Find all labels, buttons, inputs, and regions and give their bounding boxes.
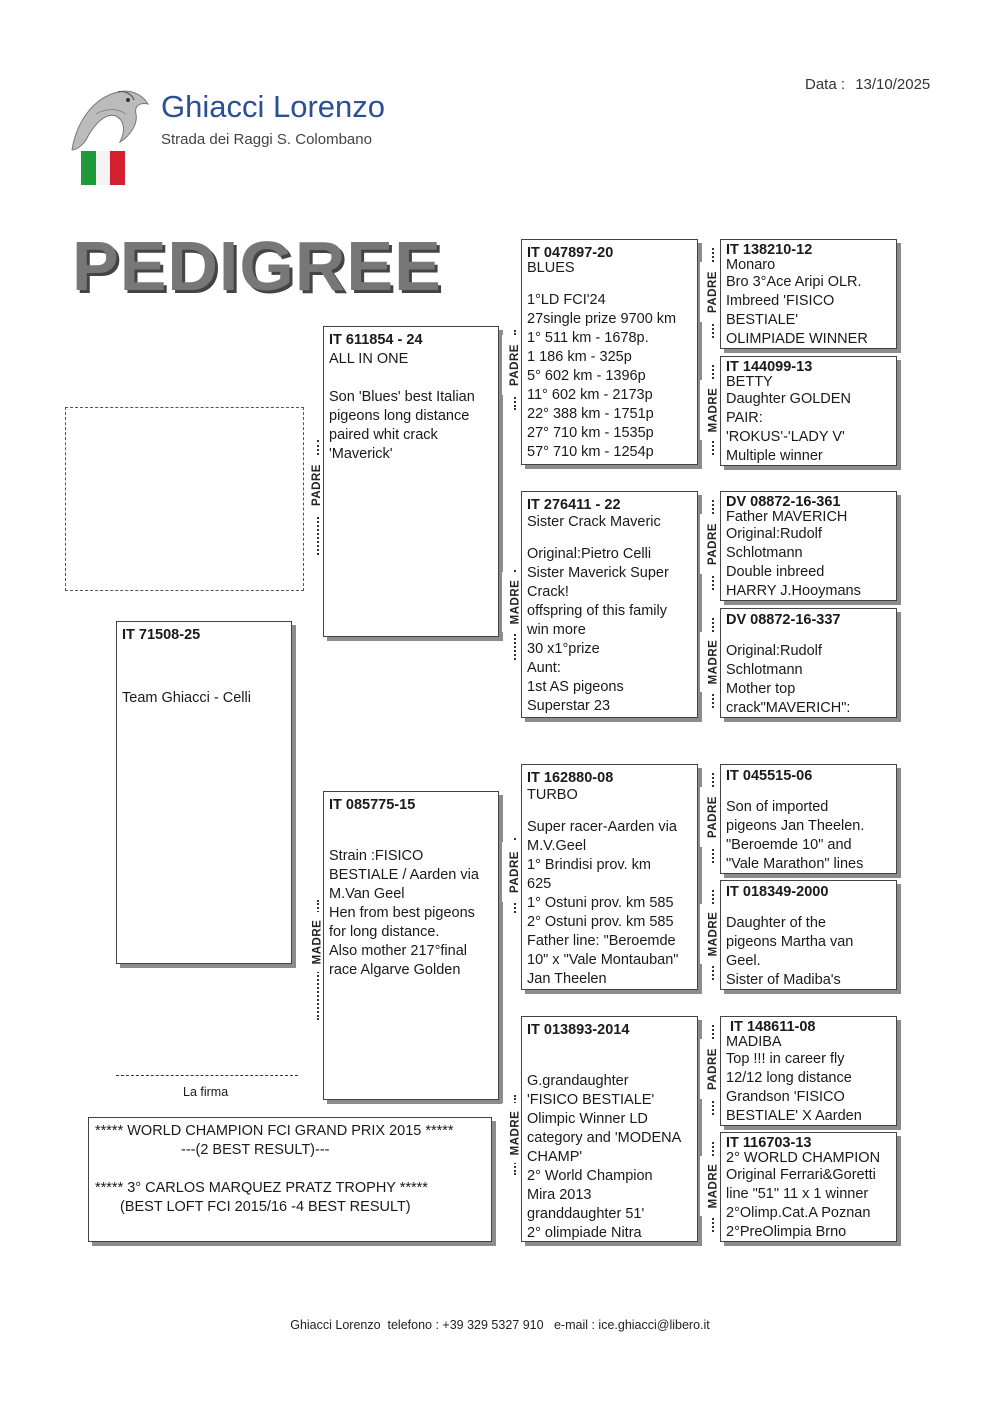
mother-id: IT 085775-15 <box>329 797 416 813</box>
mmf-box: IT 148611-08 MADIBA Top !!! in career fly 12/12 long distance Grandson 'FISICO BESTIALE' X Aarden <box>720 1016 897 1126</box>
fm-id: IT 276411 - 22 <box>527 497 621 513</box>
owner-address: Strada dei Raggi S. Colombano <box>161 131 372 148</box>
mm-label: MADRE <box>502 1103 528 1163</box>
signature-line <box>116 1075 298 1076</box>
award-line: ***** 3° CARLOS MARQUEZ PRATZ TROPHY ***** <box>95 1180 428 1196</box>
subject-name: Team Ghiacci - Celli <box>122 690 251 706</box>
award-line: ***** WORLD CHAMPION FCI GRAND PRIX 2015 ***** <box>95 1123 454 1139</box>
date-label: Data : <box>805 76 846 93</box>
owner-name: Ghiacci Lorenzo <box>161 89 386 124</box>
date <box>805 76 930 93</box>
mf-id: IT 162880-08 <box>527 770 614 786</box>
fmf-box: DV 08872-16-361 Father MAVERICH Original:Rudolf Schlotmann Double inbreed HARRY J.Hooymans <box>720 491 897 601</box>
father-label: PADRE <box>304 455 330 515</box>
fff-label: PADRE <box>700 262 726 322</box>
pigeon-logo-icon <box>66 84 152 154</box>
page-title: PEDIGREE <box>72 227 442 305</box>
ff-id: IT 047897-20 <box>527 245 614 261</box>
mfm-label: MADRE <box>700 904 726 964</box>
mmm-id: IT 116703-13 <box>726 1135 812 1151</box>
fmm-box: DV 08872-16-337 Original:Rudolf Schlotmann Mother top crack"MAVERICH": <box>720 608 897 718</box>
fm-box: IT 276411 - 22 Sister Crack Maveric Original:Pietro Celli Sister Maverick Super Crack! offspring of this family win more 30 x1°prize Aunt: 1st AS pigeons Superstar 23 <box>521 491 698 718</box>
ff-box: IT 047897-20 BLUES 1°LD FCI'24 27single prize 9700 km 1° 511 km - 1678p. 1 186 km - 325p 5° 602 km - 1396p 11° 602 km - 2173p 22° 388 km - 1751p 27° 710 km - 1535p 57° 710 km - 1254p <box>521 239 698 465</box>
award-line: (BEST LOFT FCI 2015/16 -4 BEST RESULT) <box>120 1199 411 1215</box>
subject-box <box>116 621 292 964</box>
fff-id: IT 138210-12 <box>726 242 813 258</box>
italy-flag-icon <box>81 151 125 185</box>
father-id: IT 611854 - 24 <box>329 332 423 348</box>
mmf-id: IT 148611-08 <box>726 1019 816 1035</box>
mmm-box: IT 116703-13 2° WORLD CHAMPION Original Ferrari&Goretti line "51" 11 x 1 winner 2°Olimp.Cat.A Poznan 2°PreOlimpia Brno <box>720 1132 897 1242</box>
fff-box: IT 138210-12 Monaro Bro 3°Ace Aripi OLR. Imbreed 'FISICO BESTIALE' OLIMPIADE WINNER <box>720 239 897 349</box>
award-line <box>95 1160 485 1179</box>
ffm-label: MADRE <box>700 380 726 440</box>
mmf-label: PADRE <box>700 1039 726 1099</box>
ffm-id: IT 144099-13 <box>726 359 813 375</box>
mother-label: MADRE <box>304 912 330 972</box>
fmm-id: DV 08872-16-337 <box>726 612 841 628</box>
mff-label: PADRE <box>700 787 726 847</box>
mfm-box: IT 018349-2000 Daughter of the pigeons Martha van Geel. Sister of Madiba's <box>720 880 897 990</box>
mfm-id: IT 018349-2000 <box>726 884 829 900</box>
mf-box: IT 162880-08 TURBO Super racer-Aarden via M.V.Geel 1° Brindisi prov. km 625 1° Ostuni prov. km 585 2° Ostuni prov. km 585 Father line: "Beroemde 10" x "Vale Montauban" Jan Theelen <box>521 764 698 990</box>
mother-box: IT 085775-15 Strain :FISICO BESTIALE / Aarden via M.Van Geel Hen from best pigeons for long distance. Also mother 217°final race Algarve Golden <box>323 791 499 1100</box>
fmf-label: PADRE <box>700 514 726 574</box>
father-box: IT 611854 - 24 ALL IN ONE Son 'Blues' best Italian pigeons long distance paired whit crack 'Maverick' <box>323 326 499 637</box>
footer-contact: Ghiacci Lorenzo telefono : +39 329 5327 910 e-mail : ice.ghiacci@libero.it <box>290 1318 710 1332</box>
subject-id: IT 71508-25 <box>122 627 201 643</box>
mm-box: IT 013893-2014 G.grandaughter 'FISICO BESTIALE' Olimpic Winner LD category and 'MODENA CHAMP' 2° World Champion Mira 2013 granddaughter 51' 2° olimpiade Nitra <box>521 1016 698 1242</box>
awards-box <box>88 1117 492 1242</box>
mff-id: IT 045515-06 <box>726 768 813 784</box>
fmf-id: DV 08872-16-361 <box>726 494 841 510</box>
signature-label: La firma <box>183 1085 229 1099</box>
award-line: ---(2 BEST RESULT)--- <box>181 1142 330 1158</box>
mff-box: IT 045515-06 Son of imported pigeons Jan Theelen. "Beroemde 10" and "Vale Marathon" lines <box>720 764 897 874</box>
fmm-label: MADRE <box>700 632 726 692</box>
ff-label: PADRE <box>502 335 528 395</box>
date-value: 13/10/2025 <box>855 76 931 93</box>
fm-label: MADRE <box>502 572 528 632</box>
logo <box>66 84 152 154</box>
mf-label: PADRE <box>502 842 528 902</box>
mmm-label: MADRE <box>700 1156 726 1216</box>
mm-id: IT 013893-2014 <box>527 1022 630 1038</box>
photo-placeholder <box>65 407 304 591</box>
ffm-box: IT 144099-13 BETTY Daughter GOLDEN PAIR: 'ROKUS'-'LADY V' Multiple winner <box>720 356 897 466</box>
